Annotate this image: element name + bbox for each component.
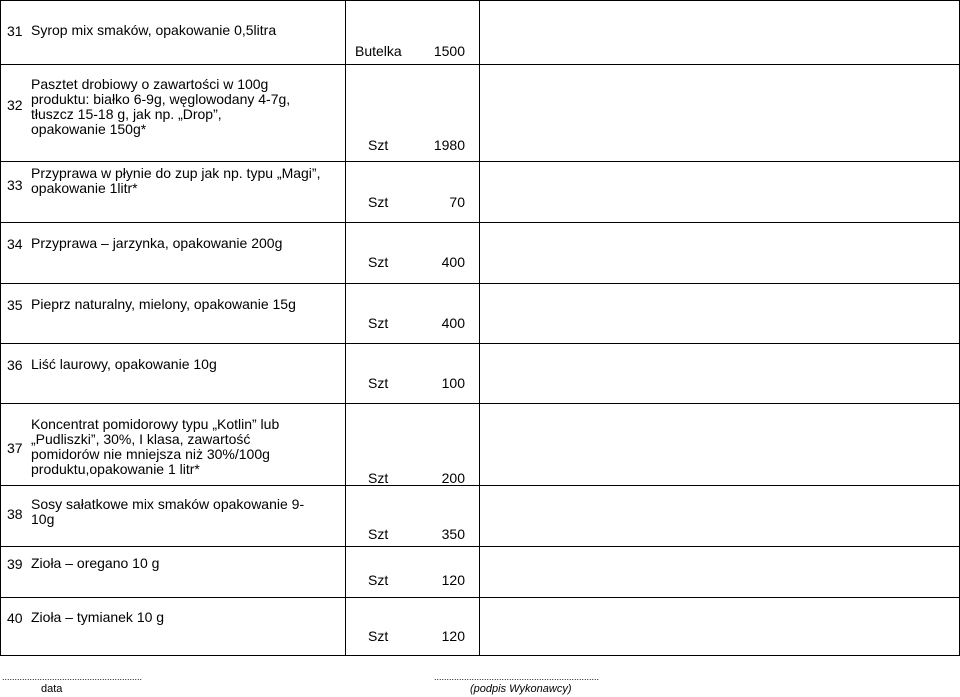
item-description	[31, 166, 320, 196]
table-row	[1, 1, 960, 65]
unit-qty-cell	[346, 344, 480, 404]
description-line: Przyprawa – jarzynka, opakowanie 200g	[31, 235, 283, 251]
unit-label: Szt	[368, 526, 389, 542]
unit-qty-cell	[346, 162, 480, 223]
item-description	[31, 23, 276, 38]
quantity-value: 120	[441, 628, 465, 644]
table-row	[1, 486, 960, 547]
table-row	[1, 344, 960, 404]
description-line: opakowanie 150g*	[31, 121, 147, 137]
item-cell	[1, 284, 346, 344]
row-number: 33	[7, 177, 23, 193]
signature-label: (podpis Wykonawcy)	[470, 683, 572, 695]
quantity-value: 400	[441, 254, 465, 270]
table-row	[1, 284, 960, 344]
unit-label: Szt	[368, 375, 389, 391]
empty-cell	[480, 486, 960, 547]
unit-qty-cell	[346, 486, 480, 547]
quantity-value: 1500	[433, 43, 465, 59]
item-description	[31, 236, 282, 251]
table-row	[1, 547, 960, 598]
unit-label: Szt	[368, 315, 389, 331]
table-row	[1, 65, 960, 162]
description-line: Liść laurowy, opakowanie 10g	[31, 356, 217, 372]
description-line: Przyprawa w płynie do zup jak np. typu „Magi”,	[31, 165, 321, 181]
table-row	[1, 223, 960, 284]
description-line: 10g	[31, 511, 55, 527]
item-description	[31, 357, 217, 372]
quantity-value: 1980	[433, 137, 465, 153]
description-line: produktu,opakowanie 1 litr*	[31, 461, 200, 477]
row-number: 34	[7, 236, 23, 252]
item-description	[31, 417, 279, 477]
table-row	[1, 598, 960, 656]
unit-label: Szt	[368, 470, 389, 486]
description-line: pomidorów nie mniejsza niż 30%/100g	[31, 446, 270, 462]
quantity-value: 70	[449, 194, 465, 210]
row-number: 37	[7, 440, 23, 456]
empty-cell	[480, 65, 960, 162]
description-line: Pasztet drobiowy o zawartości w 100g	[31, 76, 269, 92]
unit-qty-cell	[346, 65, 480, 162]
description-line: Koncentrat pomidorowy typu „Kotlin” lub	[31, 416, 280, 432]
description-line: opakowanie 1litr*	[31, 180, 138, 196]
item-cell	[1, 598, 346, 656]
item-cell	[1, 404, 346, 486]
item-description	[31, 497, 304, 527]
description-line: Syrop mix smaków, opakowanie 0,5litra	[31, 22, 277, 38]
item-cell	[1, 547, 346, 598]
item-cell	[1, 65, 346, 162]
unit-qty-cell	[346, 284, 480, 344]
empty-cell	[480, 344, 960, 404]
unit-label: Butelka	[355, 43, 402, 59]
quantity-value: 100	[441, 375, 465, 391]
row-number: 31	[7, 23, 23, 39]
unit-qty-cell	[346, 598, 480, 656]
signature-dotted-line: ..................................................................	[434, 672, 600, 682]
quantity-value: 120	[441, 572, 465, 588]
table-row	[1, 404, 960, 486]
description-line: „Pudliszki”, 30%, I klasa, zawartość	[31, 431, 251, 447]
quantity-value: 400	[441, 315, 465, 331]
unit-label: Szt	[368, 194, 389, 210]
unit-label: Szt	[368, 137, 389, 153]
row-number: 40	[7, 610, 23, 626]
quantity-value: 200	[441, 470, 465, 486]
empty-cell	[480, 598, 960, 656]
date-label: data	[41, 683, 63, 695]
empty-cell	[480, 404, 960, 486]
description-line: Zioła – tymianek 10 g	[31, 609, 165, 625]
item-cell	[1, 223, 346, 284]
date-dotted-line: ........................................................	[2, 672, 143, 682]
item-description	[31, 77, 290, 137]
description-line: tłuszcz 15-18 g, jak np. „Drop”,	[31, 106, 222, 122]
unit-label: Szt	[368, 628, 389, 644]
item-cell	[1, 486, 346, 547]
item-cell	[1, 1, 346, 65]
item-description	[31, 556, 159, 571]
table-row	[1, 162, 960, 223]
quantity-value: 350	[441, 526, 465, 542]
empty-cell	[480, 223, 960, 284]
unit-qty-cell	[346, 404, 480, 486]
unit-qty-cell	[346, 1, 480, 65]
row-number: 39	[7, 556, 23, 572]
empty-cell	[480, 162, 960, 223]
unit-qty-cell	[346, 547, 480, 598]
empty-cell	[480, 547, 960, 598]
item-cell	[1, 344, 346, 404]
item-description	[31, 610, 164, 625]
description-line: Zioła – oregano 10 g	[31, 555, 160, 571]
row-number: 32	[7, 97, 23, 113]
item-description	[31, 297, 296, 312]
unit-qty-cell	[346, 223, 480, 284]
unit-label: Szt	[368, 572, 389, 588]
row-number: 36	[7, 357, 23, 373]
description-line: produktu: białko 6-9g, węglowodany 4-7g,	[31, 91, 291, 107]
empty-cell	[480, 1, 960, 65]
row-number: 35	[7, 297, 23, 313]
description-line: Sosy sałatkowe mix smaków opakowanie 9-	[31, 496, 305, 512]
unit-label: Szt	[368, 254, 389, 270]
row-number: 38	[7, 506, 23, 522]
empty-cell	[480, 284, 960, 344]
item-cell	[1, 162, 346, 223]
description-line: Pieprz naturalny, mielony, opakowanie 15g	[31, 296, 296, 312]
